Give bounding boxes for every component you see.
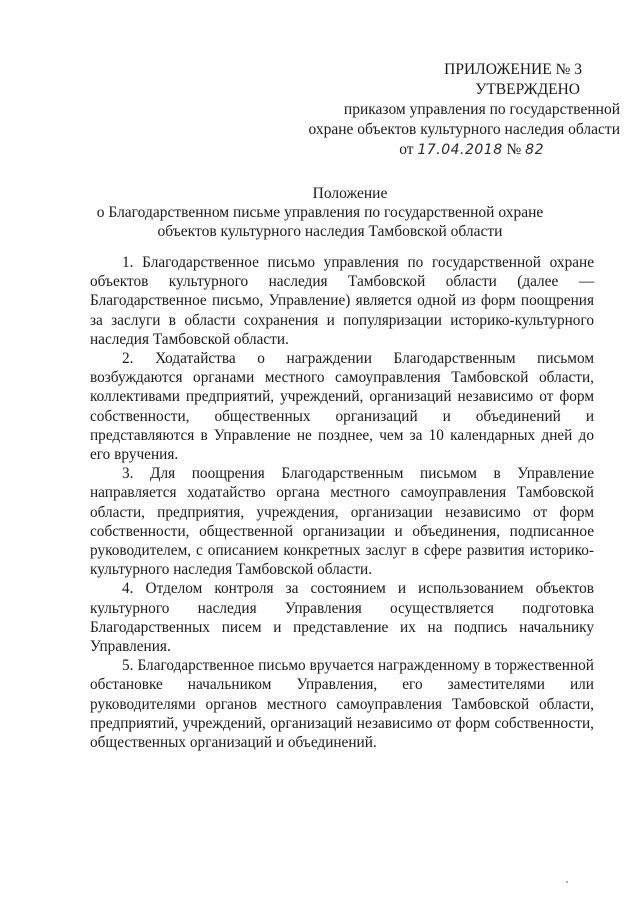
order-line-1: приказом управления по государственной <box>343 101 620 118</box>
title-line-2: о Благодарственном письме управления по государственной охране <box>96 204 544 221</box>
paragraph-3: 3. Для поощрения Благодарственным письмом в Управление направляется ходатайство органа местного самоуправления Тамбовской области, предприятия, учреждения, организации независимо от форм собственности, общественной организации и объединения, подписанное руководителем, с описанием конкретных заслуг в сфере развития историко-культурного наследия Тамбовской области. <box>90 465 594 579</box>
handwritten-number: 82 <box>525 142 544 158</box>
order-line-2: охране объектов культурного наследия области <box>308 121 620 138</box>
title-line-3: объектов культурного наследия Тамбовской области <box>157 223 503 240</box>
handwritten-date: 17.04.2018 <box>417 142 503 158</box>
appendix-label: ПРИЛОЖЕНИЕ № 3 <box>444 61 582 78</box>
date-prefix: от <box>399 141 414 158</box>
approval-header <box>260 60 620 160</box>
number-prefix: № <box>506 141 522 158</box>
approved-label: УТВЕРЖДЕНО <box>475 81 580 98</box>
paragraph-4: 4. Отделом контроля за состоянием и использованием объектов культурного наследия Управления осуществляется подготовка Благодарственных писем и представление их на подпись начальнику Управления. <box>90 580 594 656</box>
document-body <box>90 253 594 752</box>
order-date-line <box>260 140 544 160</box>
scan-speck <box>566 881 568 883</box>
paragraph-2: 2. Ходатайства о награждении Благодарственным письмом возбуждаются органами местного самоуправления Тамбовской области, коллективами предприятий, учреждений, организаций независимо от форм собственности, общественных организаций и объединений и представляются в Управление не позднее, чем за 10 календарных дней до его вручения. <box>90 350 594 464</box>
title-line-1: Положение <box>312 185 388 202</box>
document-title <box>80 184 560 241</box>
paragraph-5: 5. Благодарственное письмо вручается награжденному в торжественной обстановке начальником Управления, его заместителями или руководителями органов местного самоуправления Тамбовской области, предприятий, учреждений, организаций независимо от форм собственности, общественных организаций и объединений. <box>90 657 594 752</box>
paragraph-1: 1. Благодарственное письмо управления по государственной охране объектов культурного наследия Тамбовской области (далее — Благодарственное письмо, Управление) является одной из форм поощрения за заслуги в области сохранения и популяризации историко-культурного наследия Тамбовской области. <box>90 254 594 348</box>
